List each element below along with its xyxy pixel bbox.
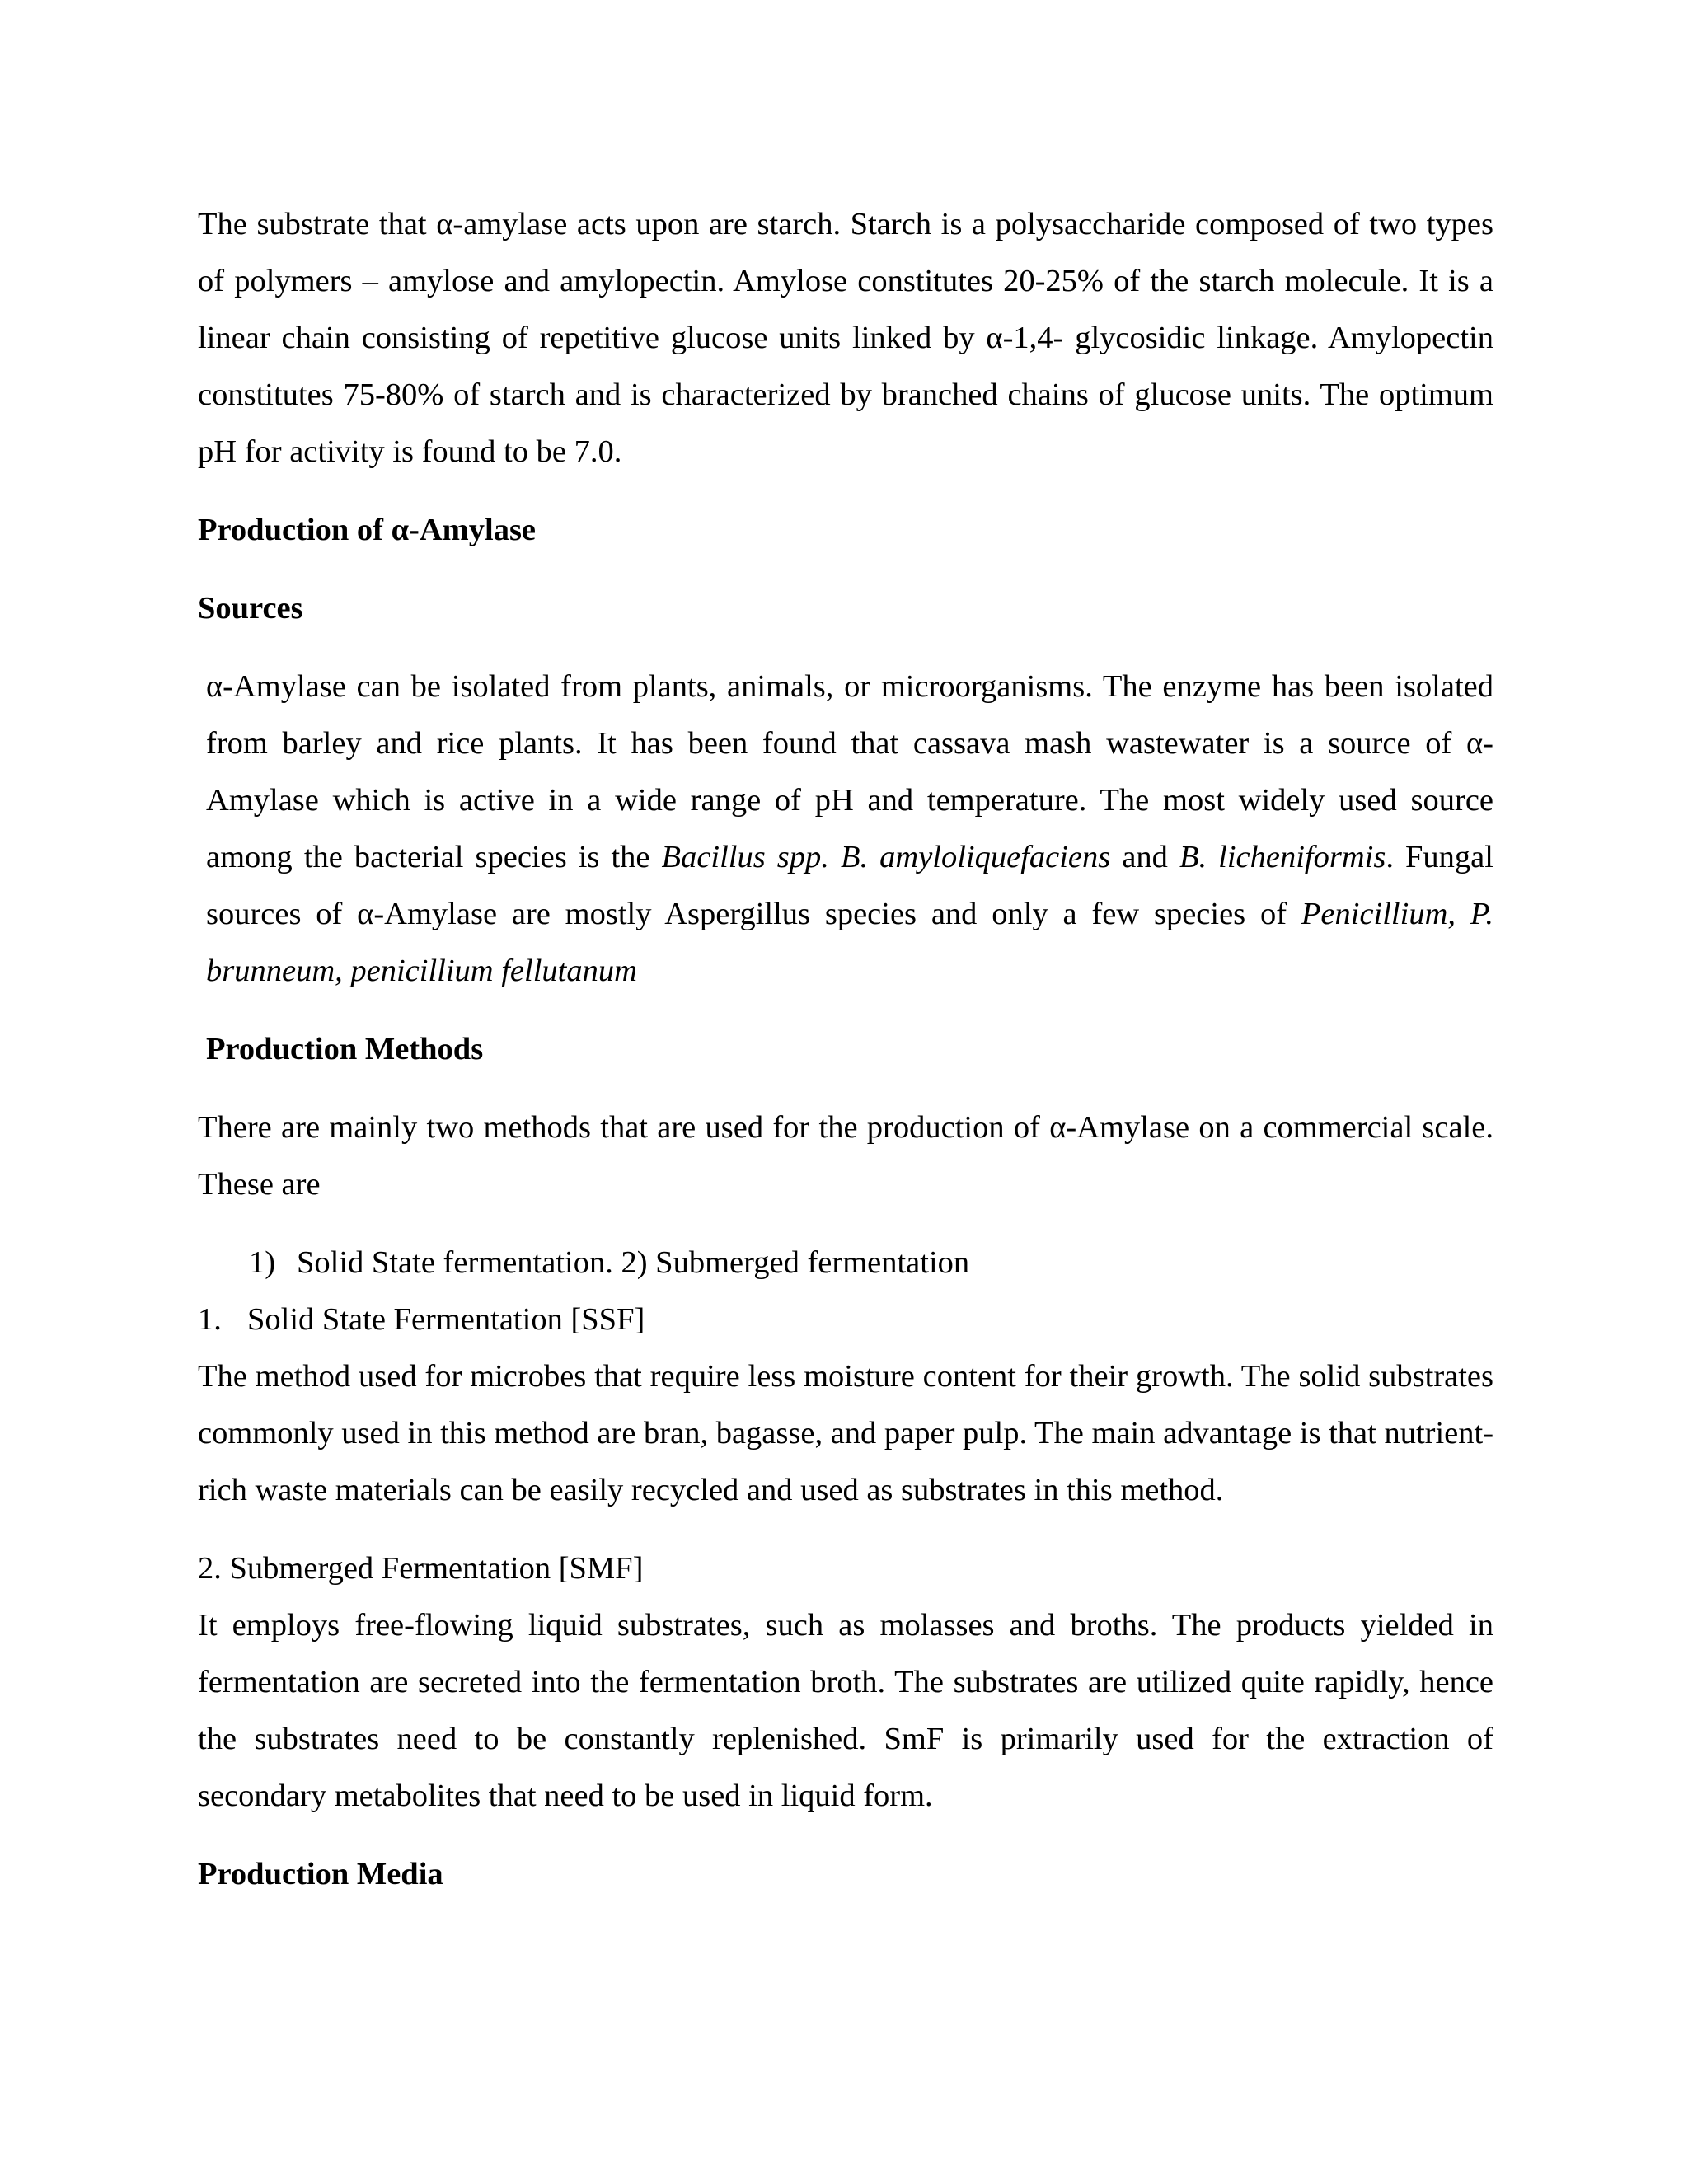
smf-heading: 2. Submerged Fermentation [SMF] (198, 1551, 644, 1586)
media-heading: Production Media (198, 1857, 443, 1891)
methods-heading: Production Methods (206, 1032, 484, 1066)
ssf-number: 1. (198, 1302, 222, 1337)
sources-italic-licheniformis: B. licheniformis (1179, 840, 1386, 874)
sources-italic-penicillium: Penicillium, P. brunneum, penicillium fellutanum (206, 897, 1493, 988)
intro-paragraph: The substrate that α-amylase acts upon are starch. Starch is a polysaccharide composed of two types of polymers – amylose and amylopectin. Amylose constitutes 20-25% of the starch molecule. It is a linear chain consisting of repetitive glucose units linked by α-1,4- glycosidic linkage. Amylopectin constitutes 75-80% of starch and is characterized by branched chains of glucose units. The optimum pH for activity is found to be 7.0. (198, 207, 1493, 469)
ssf-paragraph: The method used for microbes that require less moisture content for their growth. The solid substrates commonly used in this method are bran, bagasse, and paper pulp. The main advantage is that nutrient-rich waste materials can be easily recycled and used as substrates in this method. (198, 1359, 1494, 1507)
sources-paragraph (198, 658, 1493, 1000)
list-text: Solid State fermentation. 2) Submerged fermentation (297, 1245, 970, 1280)
sources-heading: Sources (198, 591, 303, 626)
methods-list-item (198, 1235, 1493, 1291)
ssf-heading-text: Solid State Fermentation [SSF] (247, 1302, 645, 1337)
sources-text-a: α-Amylase can be isolated from plants, animals, or microorganisms. The enzyme has been isolated from barley and rice plants. It has been found that cassava mash wastewater is a source of α- Amylase which is active in a wide range of pH and temperature. The most widely used source among the bacterial species is the (206, 669, 1493, 874)
sources-italic-bacillus: Bacillus spp. B. amyloliquefaciens (661, 840, 1111, 874)
methods-intro: There are mainly two methods that are used for the production of α-Amylase on a commercial scale. These are (198, 1110, 1493, 1202)
smf-paragraph: It employs free-flowing liquid substrates, such as molasses and broths. The products yielded in fermentation are secreted into the fermentation broth. The substrates are utilized quite rapidly, hence the substrates need to be constantly replenished. SmF is primarily used for the extraction of secondary metabolites that need to be used in liquid form. (198, 1608, 1493, 1813)
sources-text-c: . Fungal sources of α-Amylase are mostly Aspergillus species and only a few species of (206, 840, 1493, 931)
ssf-heading (198, 1291, 1493, 1348)
production-heading: Production of α-Amylase (198, 513, 537, 547)
list-number: 1) (249, 1245, 276, 1280)
document-page (198, 196, 1493, 1903)
sources-text-b: and (1110, 840, 1179, 874)
